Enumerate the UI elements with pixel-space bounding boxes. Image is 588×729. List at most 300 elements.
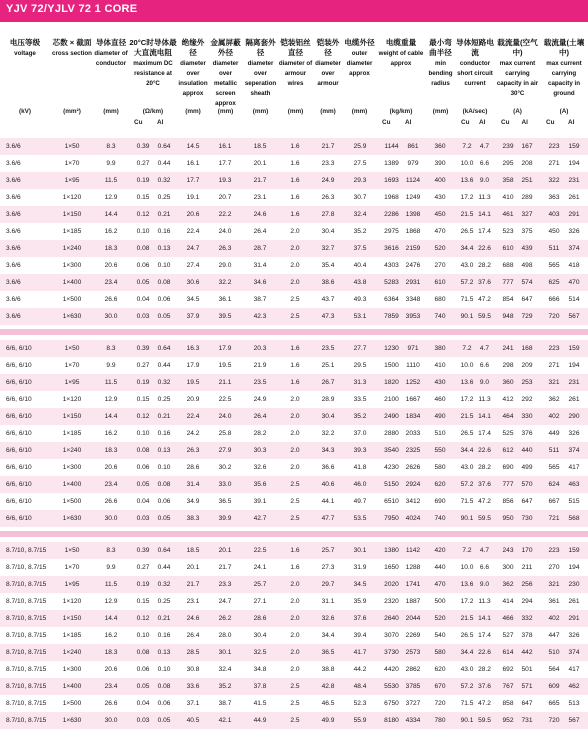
table-cell: 1230 — [384, 345, 399, 352]
table-cell: 464 — [502, 413, 514, 420]
table-cell: 2044 — [405, 615, 421, 622]
table-cell: 209 — [521, 362, 533, 369]
column-header-zh: 绝缘外径 — [181, 38, 205, 57]
column-unit: (mm²) — [63, 108, 81, 115]
table-cell: 6/6, 6/10 — [6, 413, 32, 420]
table-cell: 46.0 — [353, 481, 367, 488]
table-cell: 0.32 — [157, 379, 171, 386]
table-cell: 971 — [407, 345, 419, 352]
table-cell: 31.4 — [186, 481, 200, 488]
table-cell: 0.06 — [136, 464, 150, 471]
table-cell: 2.5 — [290, 700, 300, 707]
table-cell: 720 — [548, 313, 560, 320]
table-cell: 3953 — [405, 313, 421, 320]
table-cell: 854 — [502, 296, 514, 303]
table-cell: 0.08 — [136, 649, 150, 656]
table-cell: 34.4 — [460, 245, 474, 252]
table-cell: 35.2 — [218, 683, 232, 690]
table-cell: 358 — [502, 177, 514, 184]
table-cell: 0.13 — [157, 447, 171, 454]
table-cell: 40.5 — [186, 717, 200, 724]
column-header-dc_resistance — [128, 38, 178, 89]
table-cell: 374 — [568, 447, 580, 454]
table-cell: 223 — [548, 345, 560, 352]
table-cell: 26.3 — [218, 245, 232, 252]
table-cell: 2320 — [384, 598, 399, 605]
table-cell: 858 — [502, 700, 514, 707]
table-row — [0, 678, 588, 695]
table-cell: 6364 — [384, 296, 399, 303]
table-cell: 1×400 — [62, 683, 82, 690]
table-cell: 22.6 — [478, 649, 491, 656]
column-sub-al: Al — [157, 119, 164, 126]
table-cell: 17.7 — [218, 160, 232, 167]
table-cell: 0.06 — [157, 498, 171, 505]
table-cell: 11.3 — [478, 598, 491, 605]
table-cell: 8.7/10, 8.7/15 — [6, 564, 47, 571]
table-cell: 32.4 — [218, 666, 232, 673]
table-cell: 0.27 — [136, 160, 150, 167]
table-cell: 17.2 — [460, 598, 474, 605]
table-cell: 28.2 — [253, 430, 267, 437]
table-cell: 1×120 — [62, 194, 82, 201]
table-cell: 290 — [568, 413, 580, 420]
table-cell: 2.5 — [290, 296, 300, 303]
table-cell: 8.7/10, 8.7/15 — [6, 666, 47, 673]
table-cell: 332 — [521, 615, 533, 622]
table-cell: 1×185 — [62, 228, 82, 235]
table-cell: 39.9 — [218, 515, 232, 522]
table-row — [0, 223, 588, 240]
table-cell: 1×500 — [62, 296, 82, 303]
table-cell: 37.8 — [253, 683, 267, 690]
table-cell: 41.5 — [253, 700, 267, 707]
table-cell: 410 — [502, 194, 514, 201]
table-cell: 1×240 — [62, 447, 82, 454]
table-cell: 40.4 — [353, 262, 367, 269]
table-cell: 270 — [548, 564, 560, 571]
table-cell: 47.7 — [321, 515, 335, 522]
table-cell: 26.6 — [104, 296, 118, 303]
table-cell: 326 — [568, 632, 580, 639]
column-header-armour_wire_d — [278, 38, 313, 89]
table-cell: 0.10 — [136, 430, 150, 437]
table-row — [0, 542, 588, 559]
table-cell: 26.2 — [218, 615, 232, 622]
table-cell: 261 — [568, 194, 580, 201]
table-cell: 856 — [502, 498, 514, 505]
table-cell: 0.19 — [136, 581, 150, 588]
table-cell: 35.6 — [253, 481, 267, 488]
table-cell: 35.9 — [353, 598, 367, 605]
table-cell: 1×185 — [62, 430, 82, 437]
table-cell: 26.6 — [104, 700, 118, 707]
table-cell: 59.5 — [478, 717, 491, 724]
table-cell: 49.9 — [321, 717, 335, 724]
table-cell: 2159 — [405, 245, 421, 252]
table-cell: 14.1 — [478, 211, 491, 218]
table-cell: 3.6/6 — [6, 228, 21, 235]
table-cell: 1500 — [384, 362, 399, 369]
table-cell: 1868 — [405, 228, 421, 235]
table-cell: 36.1 — [218, 296, 232, 303]
table-cell: 525 — [502, 430, 514, 437]
table-cell: 38.7 — [253, 296, 267, 303]
table-cell: 692 — [502, 666, 514, 673]
table-cell: 59.5 — [478, 515, 491, 522]
table-cell: 0.06 — [157, 296, 171, 303]
table-cell: 1×150 — [62, 413, 82, 420]
column-header-zh: 导体短路电流 — [456, 38, 494, 57]
table-cell: 37.5 — [353, 245, 367, 252]
table-cell: 565 — [548, 464, 560, 471]
table-cell: 7950 — [384, 515, 399, 522]
table-cell: 1968 — [384, 194, 399, 201]
table-cell: 979 — [407, 160, 419, 167]
table-cell: 26.6 — [104, 498, 118, 505]
group-divider — [0, 531, 588, 537]
table-cell: 571 — [521, 683, 533, 690]
table-cell: 291 — [568, 615, 580, 622]
table-cell: 3348 — [405, 296, 421, 303]
table-cell: 400 — [434, 177, 446, 184]
table-cell: 326 — [568, 430, 580, 437]
table-cell: 1×120 — [62, 598, 82, 605]
table-cell: 17.9 — [218, 345, 232, 352]
table-cell: 2100 — [384, 396, 399, 403]
table-cell: 24.7 — [218, 598, 232, 605]
table-cell: 10.0 — [460, 564, 474, 571]
table-cell: 0.27 — [136, 362, 150, 369]
table-cell: 21.7 — [186, 581, 200, 588]
table-cell: 565 — [548, 262, 560, 269]
table-cell: 1380 — [384, 547, 399, 554]
table-cell: 28.6 — [186, 464, 200, 471]
table-cell: 950 — [502, 515, 514, 522]
table-cell: 470 — [434, 228, 446, 235]
table-cell: 2.0 — [290, 228, 300, 235]
table-cell: 27.4 — [186, 262, 200, 269]
table-cell: 777 — [502, 481, 514, 488]
table-cell: 46.5 — [321, 700, 335, 707]
table-cell: 20.9 — [186, 396, 200, 403]
table-cell: 0.08 — [157, 683, 171, 690]
table-cell: 71.5 — [460, 296, 474, 303]
table-cell: 35.2 — [353, 413, 367, 420]
table-cell: 29.0 — [218, 262, 232, 269]
table-cell: 25.1 — [321, 362, 335, 369]
table-cell: 28.0 — [218, 632, 232, 639]
table-cell: 25.8 — [218, 430, 232, 437]
table-cell: 440 — [434, 564, 446, 571]
table-cell: 26.3 — [186, 447, 200, 454]
table-cell: 2.0 — [290, 413, 300, 420]
table-cell: 34.4 — [321, 632, 335, 639]
table-cell: 28.5 — [186, 649, 200, 656]
table-cell: 3.6/6 — [6, 245, 21, 252]
table-cell: 295 — [502, 160, 514, 167]
table-cell: 43.8 — [353, 279, 367, 286]
table-cell: 35.4 — [321, 262, 335, 269]
table-cell: 570 — [521, 481, 533, 488]
table-row — [0, 712, 588, 729]
table-header — [0, 38, 588, 134]
column-unit: (mm) — [185, 108, 201, 115]
table-cell: 32.7 — [321, 245, 335, 252]
table-cell: 729 — [521, 313, 533, 320]
table-cell: 1×630 — [62, 313, 82, 320]
table-cell: 20.1 — [218, 547, 232, 554]
table-cell: 17.9 — [186, 362, 200, 369]
table-cell: 2626 — [405, 464, 421, 471]
table-cell: 3.6/6 — [6, 296, 21, 303]
table-cell: 666 — [548, 296, 560, 303]
table-cell: 0.10 — [157, 666, 171, 673]
table-cell: 430 — [434, 194, 446, 201]
table-cell: 33.0 — [218, 481, 232, 488]
column-unit: (mm) — [351, 108, 368, 115]
table-row — [0, 308, 588, 325]
table-cell: 194 — [568, 160, 580, 167]
table-row — [0, 627, 588, 644]
table-cell: 740 — [434, 313, 446, 320]
table-cell: 3.6/6 — [6, 177, 21, 184]
table-cell: 1.6 — [290, 379, 300, 386]
column-header-en: outer diameter approx — [346, 50, 373, 77]
table-cell: 223 — [548, 143, 560, 150]
table-cell: 7.2 — [462, 345, 472, 352]
table-cell: 14.1 — [478, 615, 491, 622]
table-cell: 8.7/10, 8.7/15 — [6, 717, 47, 724]
table-cell: 6/6, 6/10 — [6, 447, 32, 454]
table-cell: 568 — [568, 515, 580, 522]
table-cell: 610 — [502, 245, 514, 252]
table-cell: 59.5 — [478, 313, 491, 320]
table-cell: 1.6 — [290, 194, 300, 201]
column-header-section — [50, 38, 94, 59]
table-cell: 22.6 — [478, 245, 491, 252]
table-cell: 447 — [548, 632, 560, 639]
table-cell: 19.5 — [218, 362, 232, 369]
table-cell: 6/6, 6/10 — [6, 345, 32, 352]
table-cell: 2.0 — [290, 279, 300, 286]
table-cell: 1288 — [405, 564, 421, 571]
table-cell: 610 — [434, 279, 446, 286]
table-row — [0, 408, 588, 425]
table-cell: 1×95 — [64, 379, 80, 386]
table-cell: 1252 — [405, 379, 421, 386]
table-cell: 5283 — [384, 279, 399, 286]
column-header-zh: 铠装铝丝直径 — [280, 38, 311, 57]
table-cell: 730 — [521, 515, 533, 522]
table-cell: 291 — [568, 211, 580, 218]
table-row — [0, 274, 588, 291]
table-cell: 11.5 — [104, 581, 118, 588]
table-row — [0, 138, 588, 155]
table-cell: 28.2 — [478, 262, 491, 269]
table-cell: 90.1 — [460, 717, 474, 724]
table-cell: 670 — [434, 683, 446, 690]
table-cell: 271 — [548, 362, 560, 369]
table-cell: 1.6 — [290, 547, 300, 554]
table-cell: 527 — [502, 632, 514, 639]
table-cell: 71.5 — [460, 498, 474, 505]
table-cell: 378 — [521, 632, 533, 639]
table-cell: 168 — [521, 345, 533, 352]
table-cell: 289 — [521, 194, 533, 201]
column-header-en: max current carrying capacity in ground — [546, 60, 582, 97]
table-cell: 6/6, 6/10 — [6, 379, 32, 386]
table-cell: 2.0 — [290, 430, 300, 437]
column-header-en: conductor short circuit current — [457, 60, 493, 87]
table-cell: 363 — [548, 194, 560, 201]
table-row — [0, 257, 588, 274]
table-cell: 23.4 — [104, 279, 118, 286]
table-cell: 4303 — [384, 262, 399, 269]
table-cell: 41.7 — [353, 649, 367, 656]
table-cell: 1.6 — [290, 143, 300, 150]
table-cell: 30.4 — [321, 228, 335, 235]
table-cell: 2325 — [405, 447, 421, 454]
table-cell: 18.5 — [253, 143, 267, 150]
table-cell: 12.9 — [104, 598, 118, 605]
table-cell: 1×95 — [64, 581, 80, 588]
table-cell: 0.44 — [157, 160, 171, 167]
table-cell: 403 — [548, 211, 560, 218]
table-cell: 194 — [568, 362, 580, 369]
column-header-conductor_d — [94, 38, 128, 69]
table-cell: 0.12 — [136, 413, 150, 420]
table-cell: 231 — [568, 177, 580, 184]
table-cell: 1×630 — [62, 515, 82, 522]
table-cell: 32.2 — [321, 430, 335, 437]
table-row — [0, 459, 588, 476]
table-cell: 3070 — [384, 632, 399, 639]
column-header-en: max current carrying capacity in air 30°C — [496, 60, 539, 97]
column-unit: (kV) — [18, 108, 32, 115]
table-cell: 71.5 — [460, 700, 474, 707]
table-cell: 22.5 — [253, 547, 267, 554]
table-cell: 2.0 — [290, 632, 300, 639]
table-cell: 3.6/6 — [6, 262, 21, 269]
table-cell: 37.6 — [478, 279, 491, 286]
table-cell: 159 — [568, 143, 580, 150]
table-cell: 31.3 — [353, 379, 367, 386]
table-cell: 42.8 — [321, 683, 335, 690]
table-cell: 523 — [502, 228, 514, 235]
table-cell: 29.5 — [353, 362, 367, 369]
table-cell: 1.6 — [290, 564, 300, 571]
table-row — [0, 340, 588, 357]
table-cell: 1×630 — [62, 717, 82, 724]
column-unit: (kg/km) — [389, 108, 413, 115]
table-cell: 362 — [548, 396, 560, 403]
column-unit: (mm) — [103, 108, 119, 115]
table-cell: 0.25 — [157, 396, 171, 403]
table-cell: 376 — [521, 430, 533, 437]
table-cell: 1×400 — [62, 279, 82, 286]
table-cell: 26.5 — [460, 430, 474, 437]
table-cell: 0.21 — [157, 615, 171, 622]
table-cell: 740 — [434, 515, 446, 522]
table-cell: 208 — [521, 160, 533, 167]
table-cell: 8.7/10, 8.7/15 — [6, 581, 47, 588]
table-cell: 5530 — [384, 683, 399, 690]
table-cell: 2862 — [405, 666, 421, 673]
table-cell: 26.3 — [321, 194, 335, 201]
table-cell: 11.5 — [104, 379, 118, 386]
table-cell: 48.4 — [353, 683, 367, 690]
table-cell: 24.9 — [321, 177, 335, 184]
table-cell: 3.6/6 — [6, 143, 21, 150]
table-cell: 37.6 — [478, 683, 491, 690]
table-cell: 30.3 — [253, 447, 267, 454]
table-cell: 688 — [502, 262, 514, 269]
table-cell: 57.2 — [460, 481, 474, 488]
table-cell: 23.4 — [104, 683, 118, 690]
table-cell: 24.6 — [186, 615, 200, 622]
table-cell: 1.6 — [290, 362, 300, 369]
table-cell: 6.6 — [479, 362, 490, 369]
table-cell: 461 — [502, 211, 514, 218]
column-header-en: min bending radius — [428, 60, 453, 87]
table-cell: 2.5 — [290, 515, 300, 522]
table-cell: 374 — [568, 649, 580, 656]
table-cell: 420 — [434, 547, 446, 554]
table-cell: 1142 — [405, 547, 421, 554]
table-cell: 780 — [434, 717, 446, 724]
table-cell: 0.21 — [157, 211, 171, 218]
table-cell: 564 — [548, 666, 560, 673]
table-row — [0, 493, 588, 510]
table-cell: 1×500 — [62, 498, 82, 505]
table-cell: 16.2 — [104, 632, 118, 639]
table-cell: 53.5 — [353, 515, 367, 522]
table-cell: 2.5 — [290, 683, 300, 690]
table-cell: 44.2 — [353, 666, 367, 673]
table-cell: 4.7 — [479, 547, 490, 554]
table-cell: 24.7 — [186, 245, 200, 252]
table-cell: 10.0 — [460, 362, 474, 369]
table-cell: 2.0 — [290, 464, 300, 471]
table-cell: 22.5 — [218, 396, 232, 403]
column-header-outer_d — [343, 38, 376, 79]
table-cell: 460 — [434, 396, 446, 403]
table-cell: 294 — [521, 598, 533, 605]
table-cell: 37.0 — [353, 430, 367, 437]
table-cell: 861 — [407, 143, 419, 150]
table-cell: 6750 — [384, 700, 399, 707]
table-cell: 2.5 — [290, 717, 300, 724]
table-cell: 0.12 — [136, 615, 150, 622]
column-header-en: diameter of conductor — [94, 50, 128, 67]
table-cell: 30.0 — [104, 313, 118, 320]
table-cell: 690 — [502, 464, 514, 471]
table-cell: 2.0 — [290, 396, 300, 403]
table-cell: 159 — [568, 547, 580, 554]
table-cell: 8.3 — [106, 547, 116, 554]
table-cell: 0.64 — [157, 345, 171, 352]
table-cell: 0.39 — [136, 143, 150, 150]
column-unit: (mm) — [217, 108, 234, 115]
column-header-zh: 隔离套外径 — [245, 38, 276, 57]
column-sub-cu: Cu — [546, 119, 555, 126]
table-cell: 721 — [548, 515, 560, 522]
table-cell: 0.05 — [136, 481, 150, 488]
table-cell: 3730 — [384, 649, 399, 656]
table-cell: 1741 — [405, 581, 421, 588]
table-row — [0, 155, 588, 172]
